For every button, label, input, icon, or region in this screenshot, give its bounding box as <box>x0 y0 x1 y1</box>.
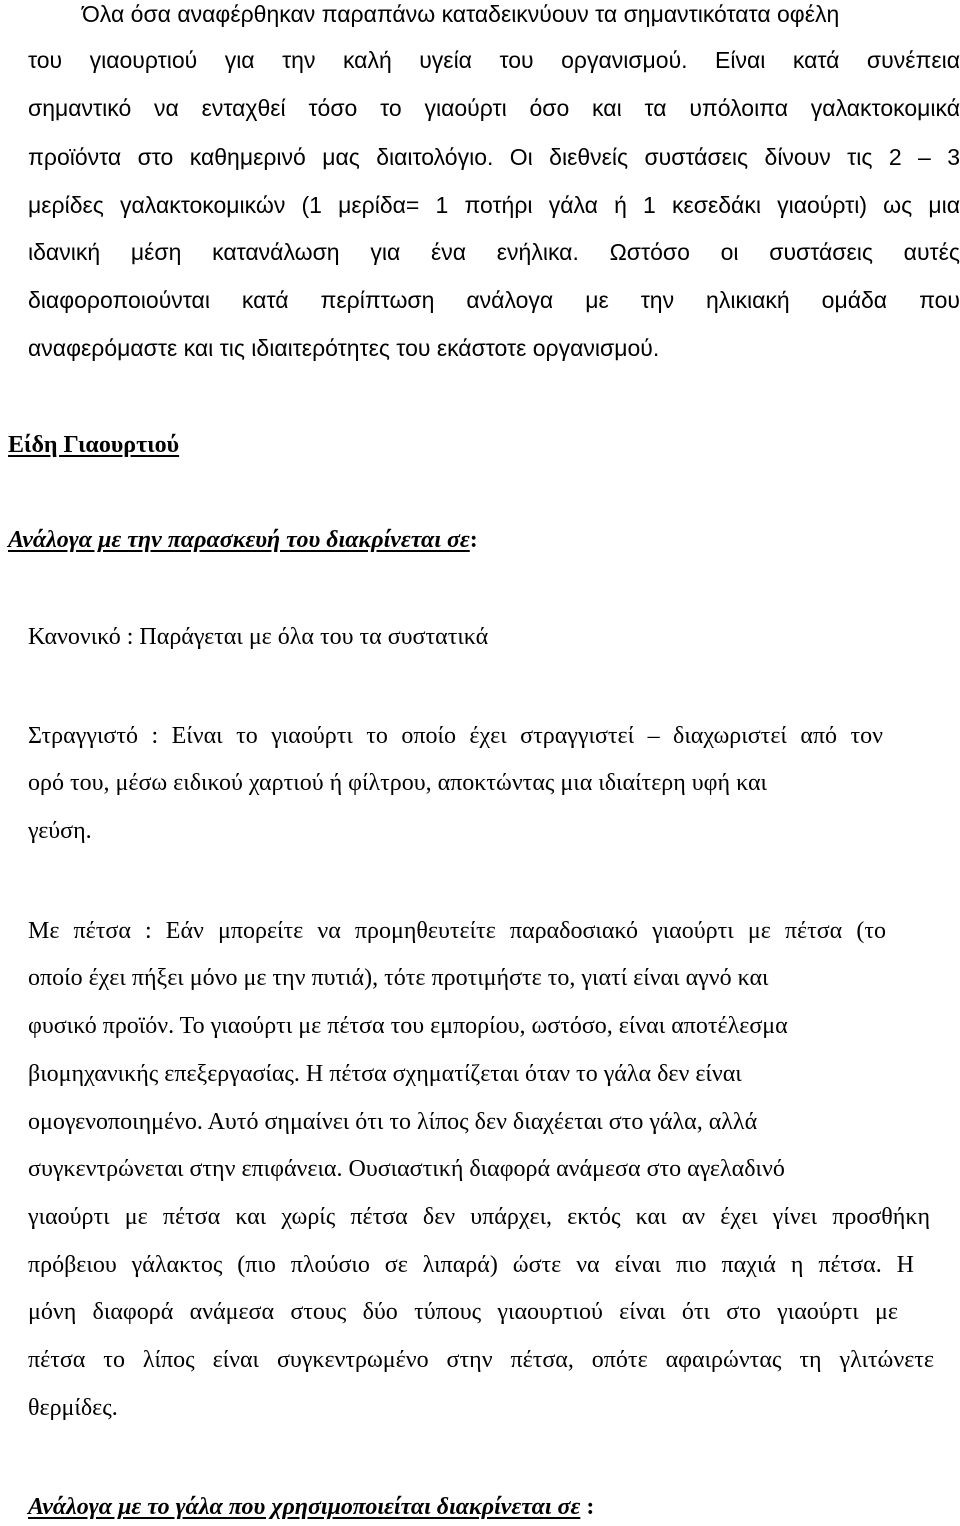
subheading-preparation-text: Ανάλογα με την παρασκευή του διακρίνεται σε <box>8 527 470 553</box>
strained-yogurt-line: γεύση. <box>28 818 92 844</box>
subheading-milk-suffix: : <box>580 1494 595 1520</box>
subheading-preparation <box>8 526 478 554</box>
intro-line: διαφοροποιούνται κατά περίπτωση ανάλογα με την ηλικιακή ομάδα που <box>28 287 960 313</box>
skin-yogurt-line: θερμίδες. <box>28 1395 118 1421</box>
subheading-milk-text: Ανάλογα με το γάλα που χρησιμοποιείται διακρίνεται σε <box>28 1494 581 1520</box>
skin-yogurt-line: γιαούρτι με πέτσα και χωρίς πέτσα δεν υπάρχει, εκτός και αν έχει γίνει προσθήκη <box>28 1204 930 1230</box>
skin-yogurt-line: ομογενοποιημένο. Αυτό σημαίνει ότι το λίπος δεν διαχέεται στο γάλα, αλλά <box>28 1109 758 1135</box>
skin-yogurt-line: μόνη διαφορά ανάμεσα στους δύο τύπους γιαουρτιού είναι ότι στο γιαούρτι με <box>28 1299 898 1325</box>
section-heading <box>8 431 179 459</box>
normal-yogurt-line: Κανονικό : Παράγεται με όλα του τα συστατικά <box>28 624 489 650</box>
intro-line: μερίδες γαλακτοκομικών (1 μερίδα= 1 ποτήρι γάλα ή 1 κεσεδάκι γιαούρτι) ως μια <box>28 192 960 218</box>
section-heading-text: Είδη Γιαουρτιού <box>8 432 180 458</box>
intro-line: σημαντικό να ενταχθεί τόσο το γιαούρτι όσο και τα υπόλοιπα γαλακτοκομικά <box>28 95 960 121</box>
skin-yogurt-line: πρόβειου γάλακτος (πιο πλούσιο σε λιπαρά) ώστε να είναι πιο παχιά η πέτσα. Η <box>28 1252 914 1278</box>
intro-line: Όλα όσα αναφέρθηκαν παραπάνω καταδεικνύουν τα σημαντικότατα οφέλη <box>82 1 840 27</box>
strained-yogurt-line: ορό του, μέσω ειδικού χαρτιού ή φίλτρου, αποκτώντας μια ιδιαίτερη υφή και <box>28 770 767 796</box>
intro-line: του γιαουρτιού για την καλή υγεία του οργανισμού. Είναι κατά συνέπεια <box>28 47 960 73</box>
subheading-preparation-suffix: : <box>469 527 478 553</box>
skin-yogurt-line: οποίο έχει πήξει μόνο με την πυτιά), τότε προτιμήστε το, γιατί είναι αγνό και <box>28 965 769 991</box>
intro-line: αναφερόμαστε και τις ιδιαιτερότητες του εκάστοτε οργανισμού. <box>28 335 660 361</box>
subheading-milk <box>28 1493 594 1521</box>
skin-yogurt-line: πέτσα το λίπος είναι συγκεντρωμένο στην πέτσα, οπότε αφαιρώντας τη γλιτώνετε <box>28 1347 934 1373</box>
skin-yogurt-line: φυσικό προϊόν. Το γιαούρτι με πέτσα του εμπορίου, ωστόσο, είναι αποτέλεσμα <box>28 1013 788 1039</box>
skin-yogurt-line: συγκεντρώνεται στην επιφάνεια. Ουσιαστική διαφορά ανάμεσα στο αγελαδινό <box>28 1156 785 1182</box>
strained-yogurt-line: Στραγγιστό : Είναι το γιαούρτι το οποίο έχει στραγγιστεί – διαχωριστεί από τον <box>28 723 883 749</box>
intro-line: προϊόντα στο καθημερινό μας διαιτολόγιο. Οι διεθνείς συστάσεις δίνουν τις 2 – 3 <box>28 144 960 170</box>
skin-yogurt-line: Με πέτσα : Εάν μπορείτε να προμηθευτείτε παραδοσιακό γιαούρτι με πέτσα (το <box>28 918 886 944</box>
skin-yogurt-line: βιομηχανικής επεξεργασίας. Η πέτσα σχηματίζεται όταν το γάλα δεν είναι <box>28 1061 742 1087</box>
intro-line: ιδανική μέση κατανάλωση για ένα ενήλικα. Ωστόσο οι συστάσεις αυτές <box>28 239 960 265</box>
